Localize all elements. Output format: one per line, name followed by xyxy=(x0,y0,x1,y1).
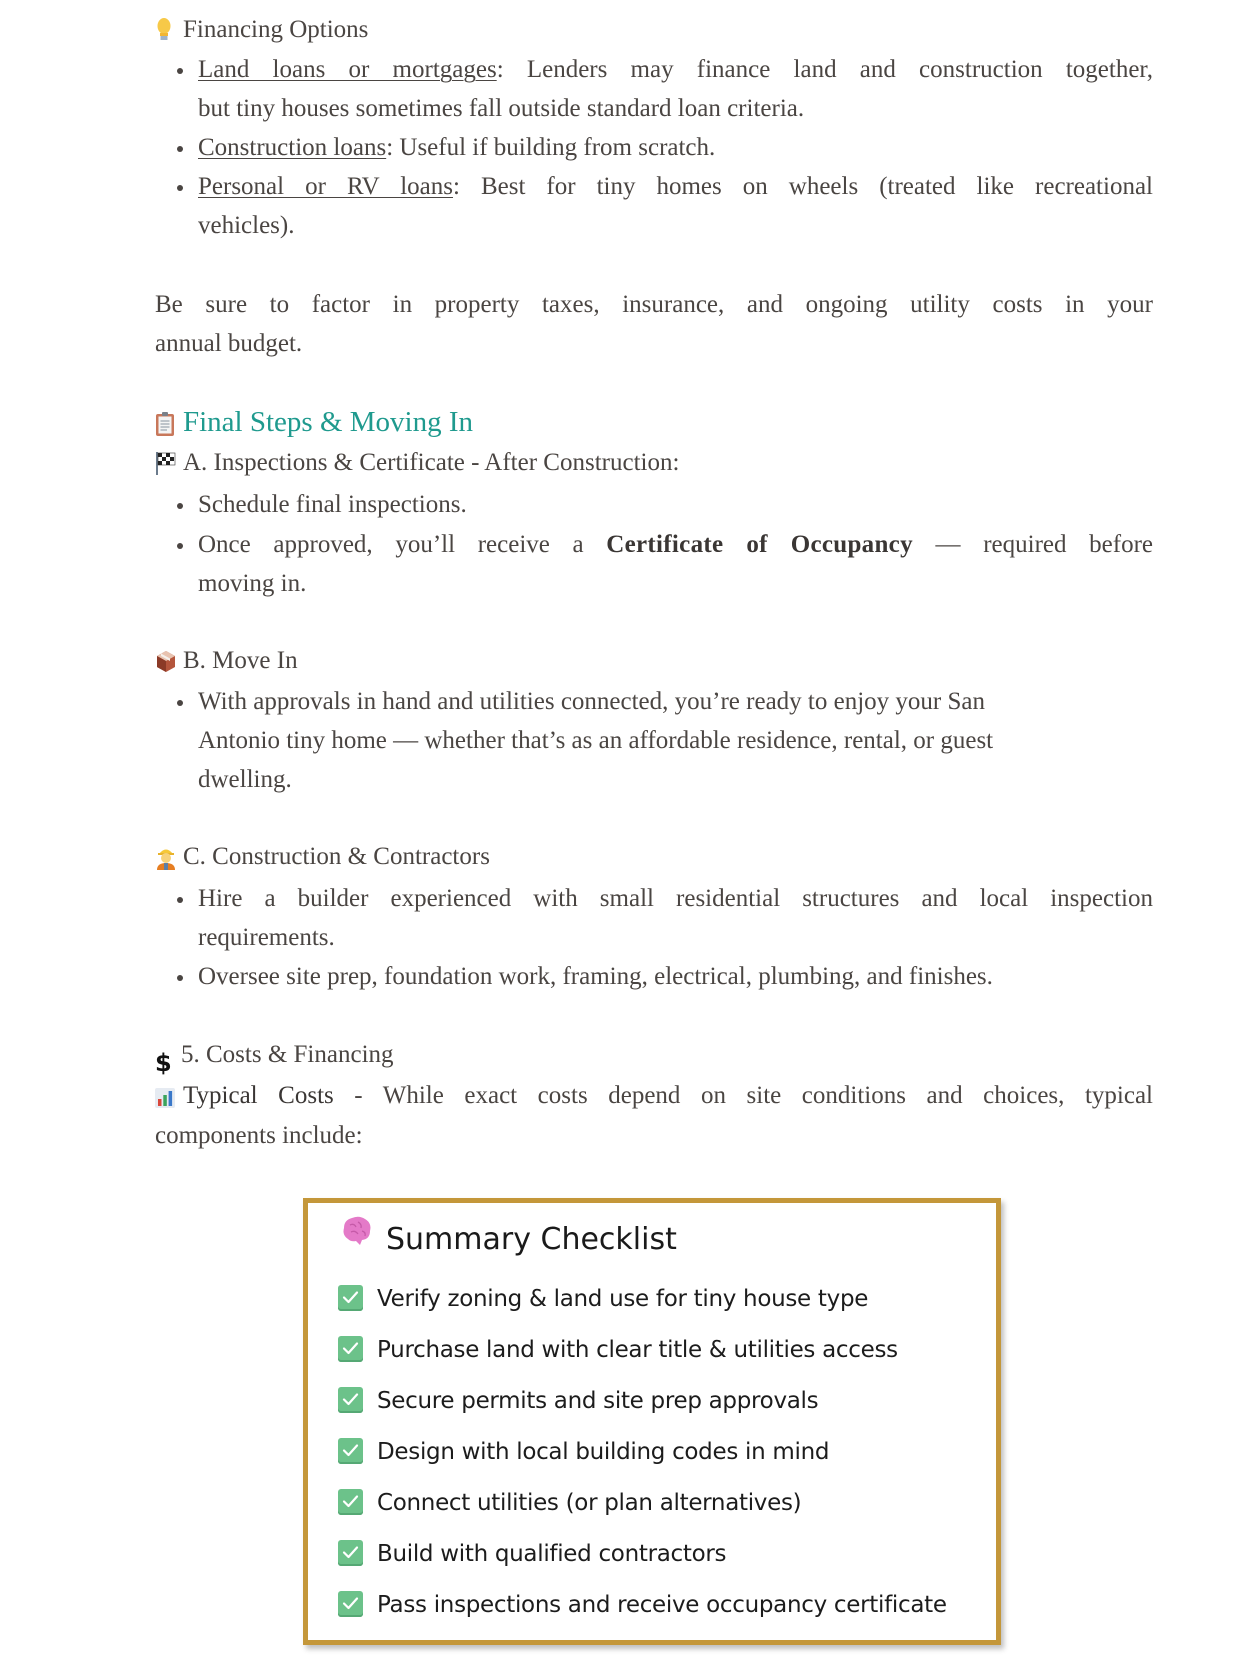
list-item-text: : Best for tiny homes on wheels (treated like recreational xyxy=(453,173,1153,200)
list-item: Schedule final inspections. xyxy=(198,491,467,518)
final-steps-title: Final Steps & Moving In xyxy=(183,406,474,438)
checklist-item-text: Build with qualified contractors xyxy=(377,1541,727,1567)
checklist-item xyxy=(338,1333,898,1367)
list-item xyxy=(198,50,1153,89)
list-item-continuation: vehicles). xyxy=(198,212,295,239)
checklist-item-text: Secure permits and site prep approvals xyxy=(377,1388,819,1414)
checklist-heading xyxy=(342,1217,677,1263)
checklist-item xyxy=(338,1588,947,1622)
list-item-continuation: Antonio tiny home — whether that’s as an affordable residence, rental, or guest xyxy=(198,727,994,754)
list-item: Hire a builder experienced with small residential structures and local inspection xyxy=(198,885,1153,912)
typical-costs-label: Typical Costs xyxy=(183,1082,334,1109)
checkered-flag-icon xyxy=(155,449,177,473)
checklist-item xyxy=(338,1486,801,1520)
bullet xyxy=(177,700,183,706)
list-item-text: : Useful if building from scratch. xyxy=(386,134,716,161)
final-steps-heading xyxy=(155,403,1153,442)
budget-note-line2: annual budget. xyxy=(155,330,303,357)
check-box-icon xyxy=(338,1387,363,1413)
bullet xyxy=(177,975,183,981)
list-item: With approvals in hand and utilities connected, you’re ready to enjoy your San xyxy=(198,688,985,715)
list-item xyxy=(198,128,1153,167)
section-c-title: C. Construction & Contractors xyxy=(183,843,490,870)
financing-options-title: Financing Options xyxy=(183,16,369,43)
checklist-item xyxy=(338,1384,818,1418)
section-a-heading xyxy=(155,443,1153,482)
check-box-icon xyxy=(338,1540,363,1566)
bullet xyxy=(177,897,183,903)
check-box-icon xyxy=(338,1285,363,1311)
check-box-icon xyxy=(338,1336,363,1362)
land-loans-link[interactable]: Land loans or mortgages xyxy=(198,56,497,83)
checklist-item xyxy=(338,1435,829,1469)
lightbulb-icon xyxy=(155,16,177,40)
checklist-item-text: Pass inspections and receive occupancy certificate xyxy=(377,1592,947,1618)
typical-costs-text: - While exact costs depend on site conditions and choices, typical xyxy=(333,1082,1153,1109)
certificate-of-occupancy: Certificate of Occupancy xyxy=(606,531,913,558)
list-item xyxy=(198,525,1153,564)
bullet xyxy=(177,146,183,152)
costs-title: 5. Costs & Financing xyxy=(181,1041,394,1068)
list-item-continuation: but tiny houses sometimes fall outside standard loan criteria. xyxy=(198,95,805,122)
costs-heading xyxy=(155,1035,1153,1078)
bullet xyxy=(177,185,183,191)
list-item-text: : Lenders may finance land and construction together, xyxy=(496,56,1153,83)
checklist-title: Summary Checklist xyxy=(386,1222,677,1257)
typical-costs-line xyxy=(155,1076,1153,1115)
bullet xyxy=(177,543,183,549)
checklist-item-text: Design with local building codes in mind xyxy=(377,1439,830,1465)
checklist-item-text: Verify zoning & land use for tiny house type xyxy=(377,1286,869,1312)
section-c-heading xyxy=(155,837,1153,876)
list-item-continuation: requirements. xyxy=(198,924,335,951)
section-b-heading xyxy=(155,641,1153,680)
summary-checklist-box xyxy=(303,1198,1001,1645)
personal-rv-loans-link[interactable]: Personal or RV loans xyxy=(198,173,453,200)
check-box-icon xyxy=(338,1438,363,1464)
list-item-continuation: moving in. xyxy=(198,570,307,597)
list-item: Oversee site prep, foundation work, framing, electrical, plumbing, and finishes. xyxy=(198,963,993,990)
financing-options-heading xyxy=(155,10,1153,49)
checklist-item xyxy=(338,1537,726,1571)
checklist-item xyxy=(338,1282,868,1316)
list-item-text: Once approved, you’ll receive a xyxy=(198,531,607,558)
budget-note: Be sure to factor in property taxes, insurance, and ongoing utility costs in your xyxy=(155,291,1153,318)
check-box-icon xyxy=(338,1489,363,1515)
section-b-title: B. Move In xyxy=(183,647,298,674)
list-item-continuation: dwelling. xyxy=(198,766,292,793)
package-icon xyxy=(155,647,177,671)
dollar-icon: $ xyxy=(155,1049,172,1078)
clipboard-icon xyxy=(155,409,177,433)
bullet xyxy=(177,503,183,509)
brain-icon xyxy=(342,1215,372,1261)
checklist-item-text: Purchase land with clear title & utilities access xyxy=(377,1337,898,1363)
construction-worker-icon xyxy=(155,843,177,867)
bullet xyxy=(177,68,183,74)
checklist-item-text: Connect utilities (or plan alternatives) xyxy=(377,1490,802,1516)
list-item-text: — required before xyxy=(912,531,1154,558)
typical-costs-line2: components include: xyxy=(155,1122,363,1149)
construction-loans-link[interactable]: Construction loans xyxy=(198,134,387,161)
section-a-title: A. Inspections & Certificate - After Construction: xyxy=(183,449,680,476)
list-item xyxy=(198,167,1153,206)
bar-chart-icon xyxy=(155,1082,177,1106)
check-box-icon xyxy=(338,1591,363,1617)
